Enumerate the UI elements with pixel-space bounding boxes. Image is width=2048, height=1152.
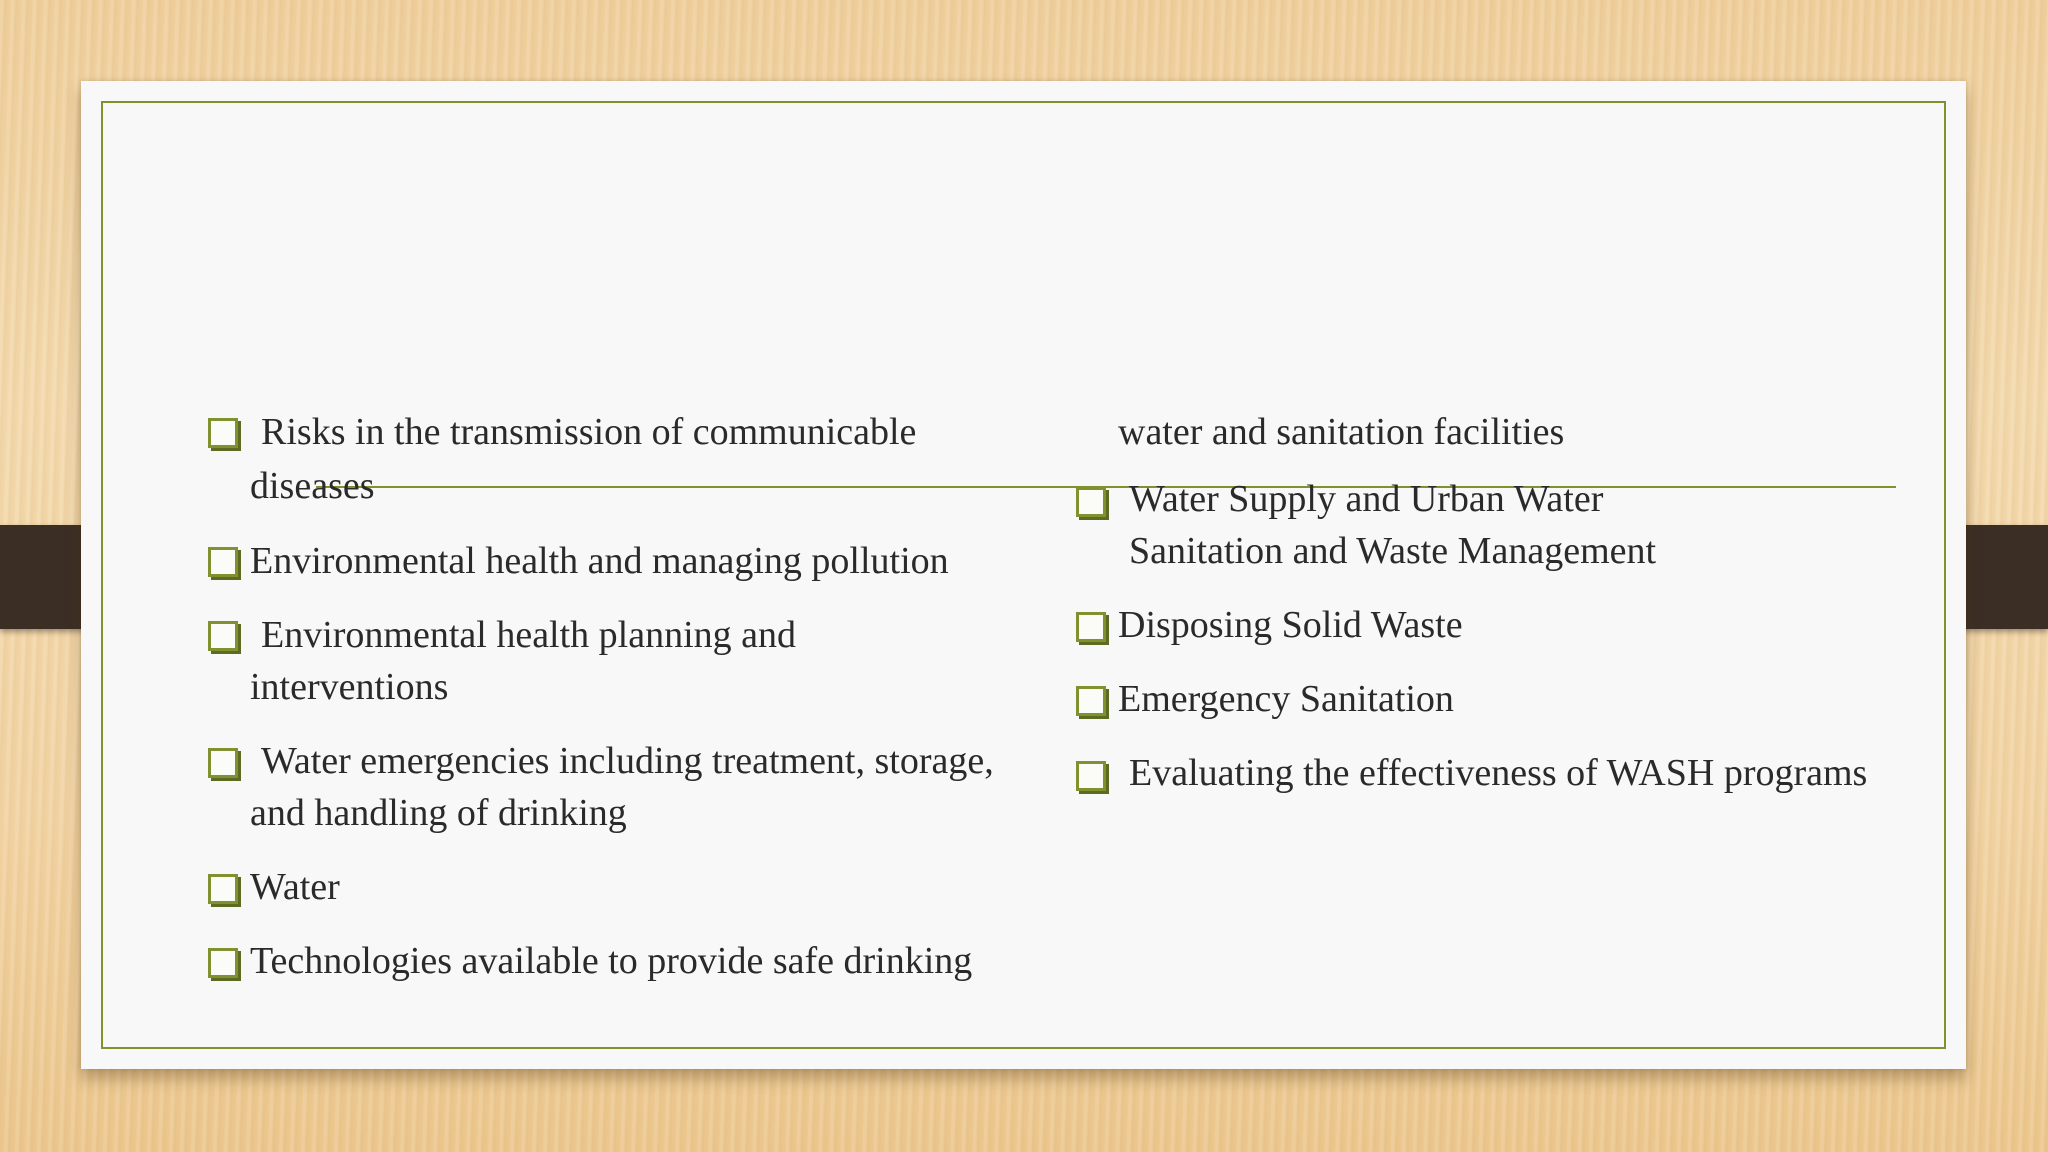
checkbox-bullet-icon: [208, 621, 238, 651]
bullet-env-planning-line2: interventions: [250, 666, 449, 708]
bullet-water-emergencies-line1: Water emergencies including treatment, storage,: [261, 740, 994, 782]
bullet-emergency-sanitation: Emergency Sanitation: [1118, 678, 1454, 720]
slide-card: [81, 81, 1966, 1069]
bullet-env-health-pollution: Environmental health and managing pollution: [250, 540, 949, 582]
continuation-text: water and sanitation facilities: [1118, 411, 1565, 453]
checkbox-bullet-icon: [1076, 612, 1106, 642]
checkbox-bullet-icon: [208, 948, 238, 978]
checkbox-bullet-icon: [208, 547, 238, 577]
bullet-water: Water: [250, 866, 340, 908]
bullet-water-emergencies-line2: and handling of drinking: [250, 792, 627, 834]
checkbox-bullet-icon: [208, 418, 238, 448]
checkbox-bullet-icon: [1076, 761, 1106, 791]
bullet-solid-waste: Disposing Solid Waste: [1118, 604, 1463, 646]
bullet-evaluating-wash: Evaluating the effectiveness of WASH programs: [1129, 752, 1868, 794]
title-divider: [316, 486, 1896, 488]
bullet-water-supply-line1: Water Supply and Urban Water: [1129, 478, 1604, 520]
bullet-water-supply-line2: Sanitation and Waste Management: [1129, 530, 1657, 572]
bullet-risks-line1: Risks in the transmission of communicable: [261, 411, 917, 453]
checkbox-bullet-icon: [208, 874, 238, 904]
checkbox-bullet-icon: [1076, 686, 1106, 716]
bullet-technologies: Technologies available to provide safe drinking: [250, 940, 973, 982]
bullet-risks-line2: diseases: [250, 465, 375, 507]
bullet-env-planning-line1: Environmental health planning and: [261, 614, 797, 656]
checkbox-bullet-icon: [208, 748, 238, 778]
checkbox-bullet-icon: [1076, 487, 1106, 517]
